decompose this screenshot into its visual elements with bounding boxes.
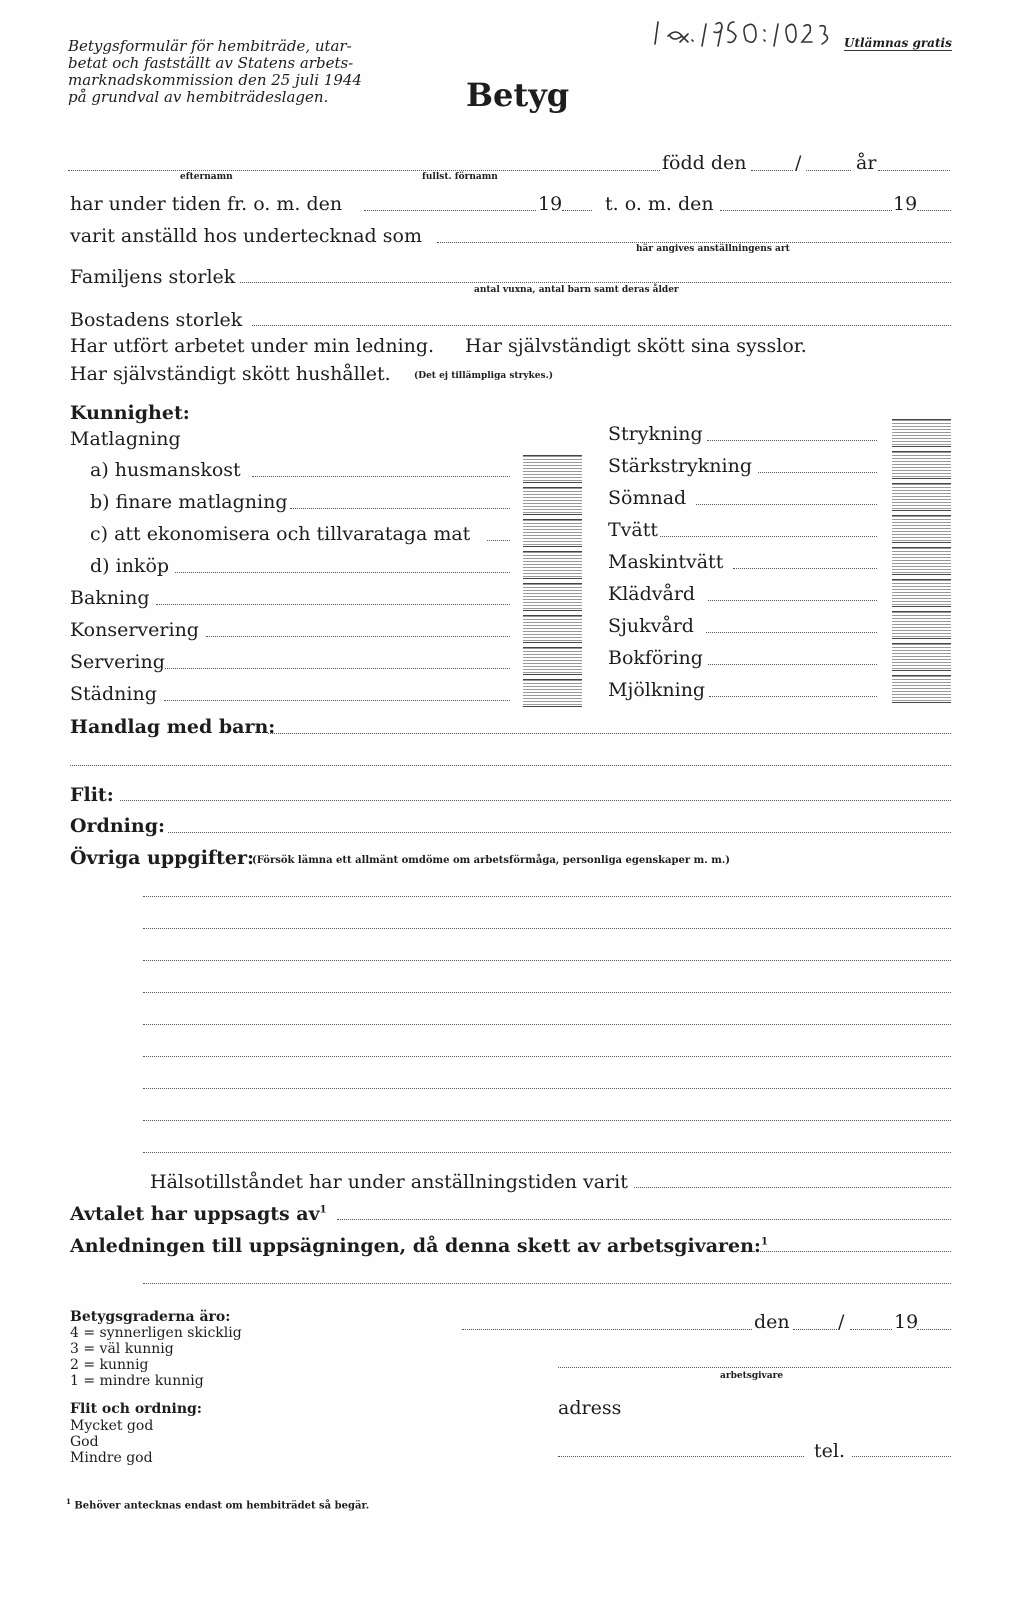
grade-box[interactable] — [892, 515, 951, 543]
employer-signature-field[interactable] — [558, 1367, 951, 1368]
grade-box[interactable] — [523, 679, 582, 707]
skill-dots — [660, 536, 877, 537]
statement-under-guidance: Har utfört arbetet under min ledning. — [70, 335, 435, 357]
phone-field[interactable] — [852, 1456, 951, 1457]
grade-box[interactable] — [892, 483, 951, 511]
grade-box[interactable] — [523, 583, 582, 611]
footnote-mark: 1 — [760, 1236, 768, 1248]
grade-item: 1 = mindre kunnig — [70, 1373, 204, 1389]
skill-dots — [175, 572, 510, 573]
subtitle-line: betat och fastställt av Statens arbets- — [68, 54, 354, 72]
subtitle-line: på grundval av hembiträdeslagen. — [68, 88, 329, 106]
employed-as-hint: här angives anställningens art — [636, 244, 790, 254]
grade-box[interactable] — [892, 579, 951, 607]
termination-reason-field-2[interactable] — [143, 1283, 951, 1284]
skills-heading: Kunnighet: — [70, 402, 190, 424]
subtitle-line: Betygsformulär för hembiträde, utar- — [68, 37, 352, 55]
grade-item: 3 = väl kunnig — [70, 1341, 174, 1357]
period-from-year-prefix: 19 — [538, 193, 563, 215]
period-to-year-field[interactable] — [917, 210, 951, 211]
date-label: den — [754, 1311, 790, 1333]
housing-size-field[interactable] — [252, 325, 951, 326]
statement-independent-household: Har självständigt skött hushållet. — [70, 363, 391, 385]
termination-reason-field[interactable] — [752, 1251, 951, 1252]
other-info-line[interactable] — [143, 1088, 951, 1089]
skill-dots — [164, 700, 510, 701]
other-info-hint: (Försök lämna ett allmänt omdöme om arbetsförmåga, personliga egenskaper m. m.) — [252, 855, 730, 866]
other-info-label: Övriga uppgifter: — [70, 847, 254, 869]
grade-box[interactable] — [892, 419, 951, 447]
grades-list — [70, 1325, 242, 1389]
skill-dots — [487, 540, 510, 541]
phone-label: tel. — [814, 1440, 845, 1462]
grade-box[interactable] — [892, 451, 951, 479]
skill-label: Klädvård — [608, 583, 696, 605]
skill-dots — [156, 604, 510, 605]
other-info-line[interactable] — [143, 1120, 951, 1121]
born-label: född den — [662, 152, 747, 174]
subtitle-line: marknadskommission den 25 juli 1944 — [68, 71, 362, 89]
skill-dots — [733, 568, 877, 569]
order-label: Ordning: — [70, 815, 165, 837]
housing-size-label: Bostadens storlek — [70, 309, 243, 331]
skill-dots — [758, 472, 877, 473]
footnote-mark: 1 — [319, 1204, 327, 1216]
children-handling-field[interactable] — [268, 733, 951, 734]
grade-item: 2 = kunnig — [70, 1357, 149, 1373]
handwritten-note — [652, 14, 842, 48]
grade-box[interactable] — [892, 611, 951, 639]
skill-label: Bokföring — [608, 647, 703, 669]
order-field[interactable] — [168, 832, 951, 833]
other-info-line[interactable] — [143, 960, 951, 961]
grade-box[interactable] — [523, 615, 582, 643]
born-slash: / — [795, 152, 802, 174]
grade-box[interactable] — [892, 675, 951, 703]
grade-box[interactable] — [523, 551, 582, 579]
terminated-by-text: Avtalet har uppsagts av — [70, 1203, 320, 1225]
skill-label: d) inköp — [90, 555, 170, 577]
skill-label-cooking: Matlagning — [70, 428, 181, 450]
skill-dots — [252, 476, 510, 477]
skill-dots — [696, 504, 877, 505]
skill-label: Städning — [70, 683, 157, 705]
address-field[interactable] — [558, 1456, 804, 1457]
date-year-prefix: 19 — [894, 1311, 919, 1333]
period-to-year-prefix: 19 — [893, 193, 918, 215]
page-title: Betyg — [466, 76, 570, 114]
form-subtitle — [68, 38, 362, 106]
date-slash: / — [838, 1311, 845, 1333]
diligence-grade-item: Mindre god — [70, 1450, 153, 1466]
surname-label: efternamn — [180, 172, 233, 182]
children-handling-label: Handlag med barn: — [70, 716, 276, 738]
other-info-line[interactable] — [143, 896, 951, 897]
diligence-grade-item: God — [70, 1434, 99, 1450]
period-from-year-field[interactable] — [562, 210, 592, 211]
skill-dots — [707, 440, 877, 441]
skill-dots — [709, 696, 877, 697]
other-info-line[interactable] — [143, 1024, 951, 1025]
skill-label: Sömnad — [608, 487, 687, 509]
skill-dots — [165, 668, 510, 669]
strike-inapplicable-note: (Det ej tillämpliga strykes.) — [414, 371, 553, 381]
grade-box[interactable] — [523, 455, 582, 483]
diligence-grade-item: Mycket god — [70, 1418, 154, 1434]
skill-label: Stärkstrykning — [608, 455, 753, 477]
place-field[interactable] — [462, 1329, 752, 1330]
diligence-label: Flit: — [70, 784, 114, 806]
family-size-field[interactable] — [240, 282, 951, 283]
date-day-field[interactable] — [793, 1329, 837, 1330]
skill-dots — [290, 508, 510, 509]
family-size-hint: antal vuxna, antal barn samt deras ålder — [474, 285, 679, 295]
born-month-field[interactable] — [806, 170, 851, 171]
skill-dots — [706, 632, 877, 633]
other-info-line[interactable] — [143, 928, 951, 929]
other-info-line[interactable] — [143, 1152, 951, 1153]
skill-dots — [206, 636, 510, 637]
children-handling-field-2[interactable] — [70, 765, 951, 766]
skill-label: a) husmanskost — [90, 459, 241, 481]
terminated-by-field[interactable] — [337, 1219, 951, 1220]
employed-as-label: varit anställd hos undertecknad som — [70, 225, 422, 247]
address-label: adress — [558, 1397, 622, 1419]
surname-field[interactable] — [68, 170, 660, 171]
skill-dots — [708, 664, 877, 665]
grade-box[interactable] — [523, 519, 582, 547]
skill-label: Strykning — [608, 423, 703, 445]
employed-as-field[interactable] — [437, 242, 951, 243]
health-field[interactable] — [634, 1187, 951, 1188]
period-from-label: har under tiden fr. o. m. den — [70, 193, 343, 215]
diligence-field[interactable] — [120, 800, 951, 801]
date-year-field[interactable] — [917, 1329, 951, 1330]
skill-label: Bakning — [70, 587, 150, 609]
year-label: år — [856, 152, 877, 174]
diligence-grades-heading: Flit och ordning: — [70, 1401, 202, 1417]
diligence-grades-list — [70, 1418, 153, 1466]
footnote — [66, 1497, 369, 1511]
family-size-label: Familjens storlek — [70, 266, 236, 288]
skill-label: b) finare matlagning — [90, 491, 288, 513]
termination-reason-text: Anledningen till uppsägningen, då denna skett av arbetsgivaren: — [70, 1235, 761, 1257]
skill-label: c) att ekonomisera och tillvaratagа mat — [90, 523, 471, 545]
other-info-line[interactable] — [143, 992, 951, 993]
grade-box[interactable] — [892, 643, 951, 671]
statement-independent-duties: Har självständigt skött sina sysslor. — [465, 335, 807, 357]
born-year-field[interactable] — [878, 170, 950, 171]
footnote-mark: 1 — [66, 1497, 71, 1506]
grade-item: 4 = synnerligen skicklig — [70, 1325, 242, 1341]
free-of-charge-note: Utlämnas gratis — [844, 36, 952, 50]
terminated-by-label — [70, 1203, 327, 1225]
skill-label: Konservering — [70, 619, 199, 641]
grade-box[interactable] — [523, 487, 582, 515]
health-label: Hälsotillståndet har under anställningstiden varit — [150, 1171, 628, 1193]
skill-label: Maskintvätt — [608, 551, 724, 573]
period-to-label: t. o. m. den — [605, 193, 714, 215]
grade-box[interactable] — [892, 547, 951, 575]
firstname-label: fullst. förnamn — [422, 172, 498, 182]
other-info-line[interactable] — [143, 1056, 951, 1057]
skill-label: Sjukvård — [608, 615, 694, 637]
born-day-field[interactable] — [751, 170, 793, 171]
termination-reason-label — [70, 1235, 768, 1257]
employer-label: arbetsgivare — [720, 1371, 784, 1381]
period-to-field[interactable] — [720, 210, 892, 211]
date-month-field[interactable] — [850, 1329, 892, 1330]
grades-heading: Betygsgraderna äro: — [70, 1309, 231, 1325]
skill-label: Mjölkning — [608, 679, 706, 701]
skill-dots — [708, 600, 877, 601]
skill-label: Tvätt — [608, 519, 659, 541]
grade-box[interactable] — [523, 647, 582, 675]
footnote-text: Behöver antecknas endast om hembiträdet så begär. — [74, 1500, 370, 1512]
skill-label: Servering — [70, 651, 165, 673]
period-from-field[interactable] — [364, 210, 536, 211]
